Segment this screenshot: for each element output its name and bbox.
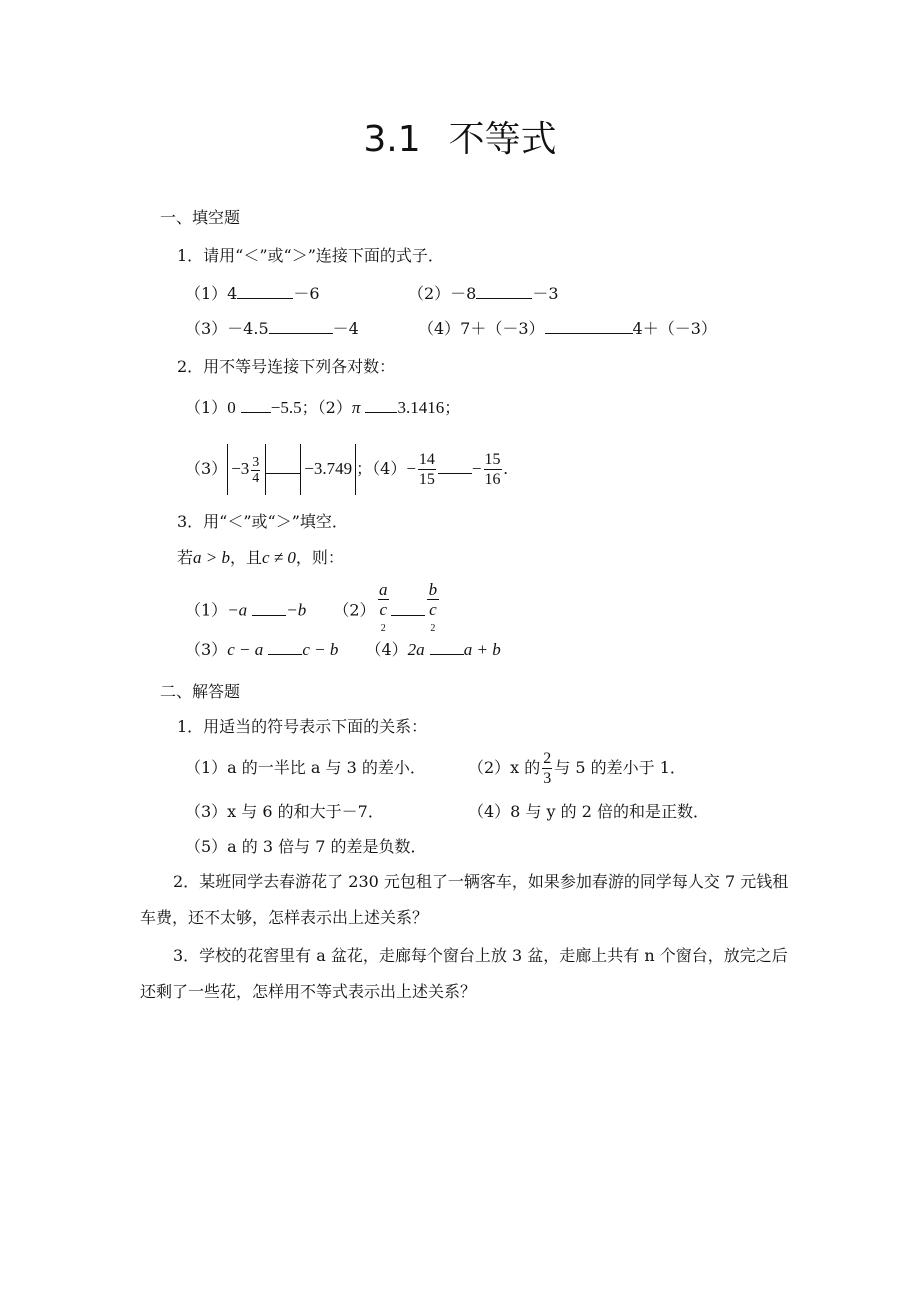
answer-blank[interactable] xyxy=(438,459,472,474)
answer-blank[interactable] xyxy=(476,284,532,299)
s1-q1-part2: （2）－8 －3 xyxy=(408,284,559,303)
s1-q3-row1: （1）−a −b （2） a c $^2$ b c $^2$ xyxy=(185,580,441,642)
answer-blank[interactable] xyxy=(237,284,293,299)
s2-q1-part4: （4）8 与 y 的 2 倍的和是正数． xyxy=(468,802,710,821)
s2-q3: 3．学校的花窖里有 a 盆花，走廊每个窗台上放 3 盆，走廊上共有 n 个窗台，放完之后还剩了一些花，怎样用不等式表示出上述关系？ xyxy=(140,946,788,1001)
answer-blank[interactable] xyxy=(269,319,333,334)
s1-q2-stem: 2．用不等号连接下列各对数： xyxy=(177,357,396,376)
s2-q1-part5: （5）a 的 3 倍与 7 的差是负数． xyxy=(185,837,427,856)
s1-q1-part4: （4）7＋（－3） 4＋（－3） xyxy=(418,319,717,338)
abs-value: −3 $\frac{3}{4}$ xyxy=(227,444,266,495)
fraction: $\frac{14}{15}$ xyxy=(418,451,435,488)
answer-blank[interactable] xyxy=(252,601,286,616)
s2-q2: 2．某班同学去春游花了 230 元包租了一辆客车，如果参加春游的同学每人交 7 元钱租车费，还不太够，怎样表示出上述关系？ xyxy=(140,872,789,927)
title-text: 不等式 xyxy=(448,119,557,160)
s1-q1-stem: 1．请用“＜”或“＞”连接下面的式子． xyxy=(177,246,444,265)
s2-q1-part3: （3）x 与 6 的和大于－7． xyxy=(185,802,384,821)
title-number: 3.1 xyxy=(363,119,421,160)
fraction: $\frac{2}{3}$ xyxy=(543,750,552,787)
answer-blank[interactable] xyxy=(430,640,464,655)
fraction: $\frac{15}{16}$ xyxy=(484,451,501,488)
s1-q3-row2: （3）c − a c − b （4）2a a + b xyxy=(185,640,501,659)
abs-value: −3.749 xyxy=(300,444,356,495)
section1-heading: 一、填空题 xyxy=(160,208,241,227)
answer-blank[interactable] xyxy=(545,319,633,334)
s2-q1-part1: （1）a 的一半比 a 与 3 的差小． xyxy=(185,758,426,777)
s1-q3-condition: 若a > b，且c ≠ 0，则： xyxy=(177,548,344,567)
s2-q1-part2: （2）x 的 $\frac{2}{3}$ 与 5 的差小于 1． xyxy=(468,750,686,787)
answer-blank[interactable] xyxy=(241,398,271,413)
s2-q1-stem: 1．用适当的符号表示下面的关系： xyxy=(177,717,428,736)
page-title xyxy=(0,118,920,162)
fraction: $\frac{3}{4}$ xyxy=(252,454,260,486)
s1-q1-part1: （1）4 －6 xyxy=(185,284,320,303)
fraction: a c $^2$ xyxy=(379,580,388,634)
answer-blank[interactable] xyxy=(391,601,425,616)
fraction: b c $^2$ xyxy=(428,580,438,634)
s1-q1-part3: （3）－4.5 －4 xyxy=(185,319,359,338)
section2-heading: 二、解答题 xyxy=(160,682,241,701)
s1-q2-row1: （1）0 −5.5；（2）π 3.1416； xyxy=(185,398,461,417)
s1-q2-row2: （3） −3 $\frac{3}{4}$ −3.749 ；（4）− $\frac{14}{15}$ − $\frac{15}{16}$ . xyxy=(185,444,508,495)
s1-q3-stem: 3．用“＜”或“＞”填空． xyxy=(177,512,348,531)
answer-blank[interactable] xyxy=(268,640,302,655)
answer-blank[interactable] xyxy=(266,459,300,474)
answer-blank[interactable] xyxy=(365,398,397,413)
